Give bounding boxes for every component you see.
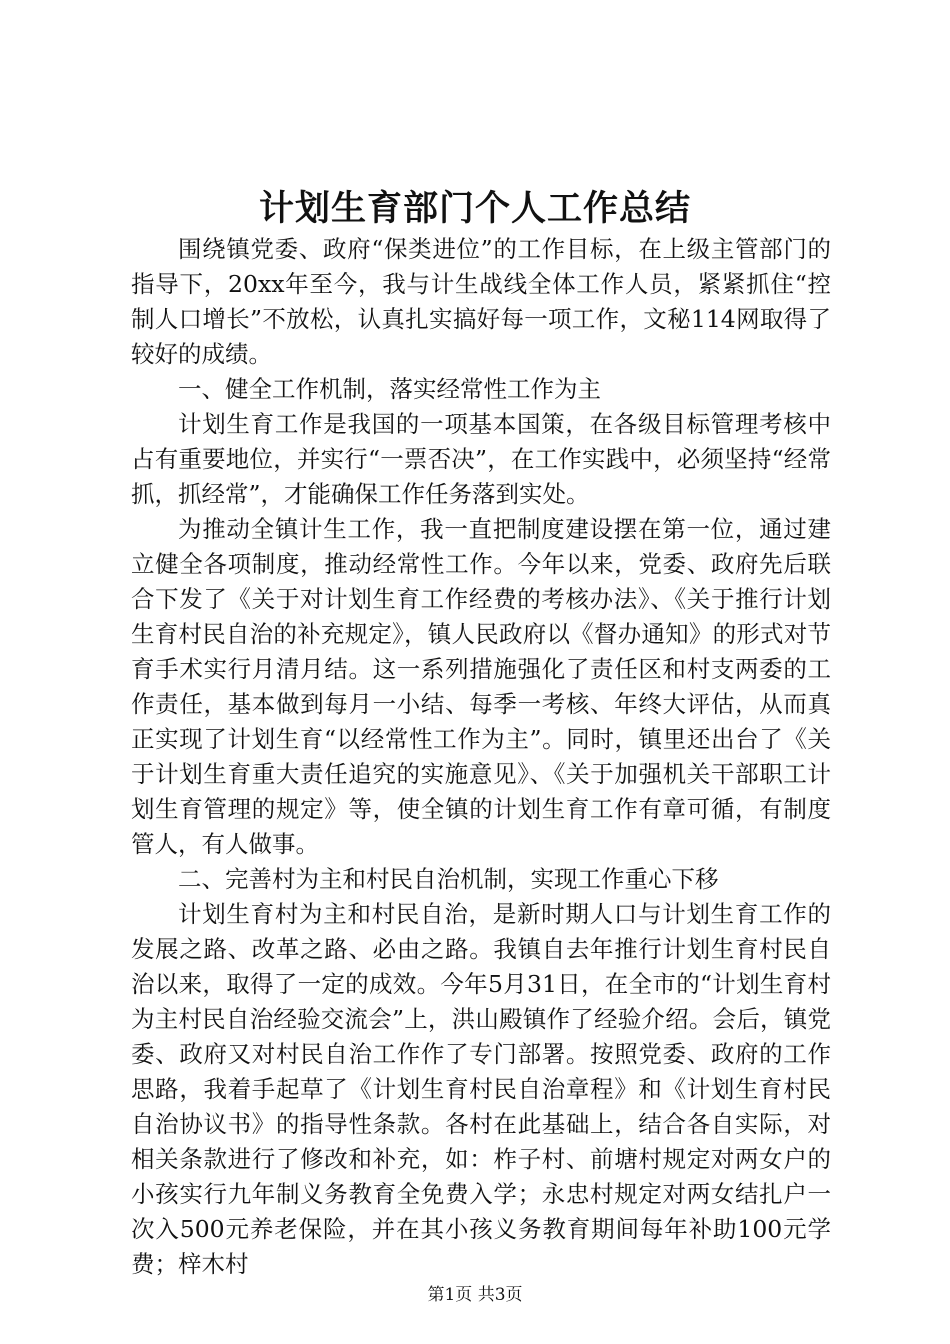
- paragraph-section2-a: 计划生育村为主和村民自治，是新时期人口与计划生育工作的发展之路、改革之路、必由之路。我镇自去年推行计划生育村民自治以来，取得了一定的成效。今年5月31日，在全市的“计划生育村为主村民自治经验交流会”上，洪山殿镇作了经验介绍。会后，镇党委、政府又对村民自治工作作了专门部署。按照党委、政府的工作思路，我着手起草了《计划生育村民自治章程》和《计划生育村民自治协议书》的指导性条款。各村在此基础上，结合各自实际，对相关条款进行了修改和补充，如：柞子村、前塘村规定对两女户的小孩实行九年制义务教育全免费入学；永忠村规定对两女结扎户一次入500元养老保险，并在其小孩义务教育期间每年补助100元学费；梓木村: [131, 900, 831, 1278]
- document-body: [131, 232, 831, 1282]
- paragraph-intro: 围绕镇党委、政府“保类进位”的工作目标，在上级主管部门的指导下，20xx年至今，我与计生战线全体工作人员，紧紧抓住“控制人口增长”不放松，认真扎实搞好每一项工作，文秘114网取得了较好的成绩。: [131, 235, 831, 368]
- paragraph-section1-a: 计划生育工作是我国的一项基本国策，在各级目标管理考核中占有重要地位，并实行“一票否决”，在工作实践中，必须坚持“经常抓，抓经常”，才能确保工作任务落到实处。: [131, 410, 831, 508]
- section-heading-1: 一、健全工作机制，落实经常性工作为主: [178, 375, 601, 403]
- section-heading-2: 二、完善村为主和村民自治机制，实现工作重心下移: [178, 865, 719, 893]
- page-number-footer: 第1页 共3页: [427, 1285, 523, 1305]
- document-title: 计划生育部门个人工作总结: [258, 188, 691, 229]
- paragraph-section1-b: 为推动全镇计生工作，我一直把制度建设摆在第一位，通过建立健全各项制度，推动经常性工作。今年以来，党委、政府先后联合下发了《关于对计划生育工作经费的考核办法》、《关于推行计划生育村民自治的补充规定》，镇人民政府以《督办通知》的形式对节育手术实行月清月结。这一系列措施强化了责任区和村支两委的工作责任，基本做到每月一小结、每季一考核、年终大评估，从而真正实现了计划生育“以经常性工作为主”。同时，镇里还出台了《关于计划生育重大责任追究的实施意见》、《关于加强机关干部职工计划生育管理的规定》等，使全镇的计划生育工作有章可循，有制度管人，有人做事。: [131, 515, 831, 858]
